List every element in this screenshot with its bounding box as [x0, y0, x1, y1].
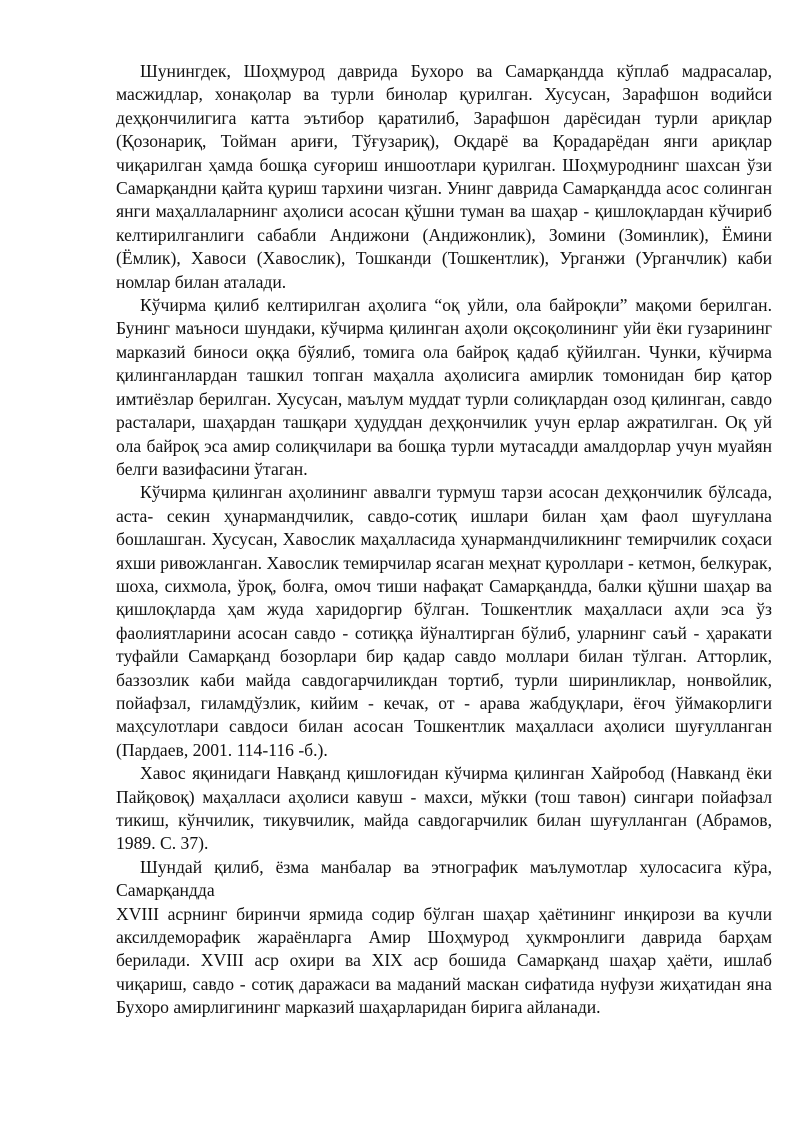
paragraph-conclusion-start: Шундай қилиб, ёзма манбалар ва этнографик маълумотлар хулосасига кўра, Самарқандда	[116, 856, 772, 901]
paragraph-khayrobod-mahalla: Хавос яқинидаги Навқанд қишлоғидан кўчирма қилинган Хайробод (Навканд ёки Пайқовоқ) маҳалласи аҳолиси кавуш - махси, мўкки (тош тавон) сингари пойафзал тикиш, кўнчилик, тикувчилик, майда савдогарчилик билан шуғулланган (Абрамов, 1989. С. 37).	[116, 763, 772, 854]
paragraph-shohmurod-construction: Шунингдек, Шоҳмурод даврида Бухоро ва Самарқандда кўплаб мадрасалар, масжидлар, хонақолар ва турли бинолар қурилган. Хусусан, Зарафшон водийси деҳқончилигига катта эътибор қаратилиб, Зарафшон дарёсидан турли ариқлар (Қозонариқ, Тойман ариғи, Тўғузариқ), Оқдарё ва Қорадарёдан янги ариқлар чиқарилган ҳамда бошқа суғориш иншоотлари қурилган. Шоҳмуроднинг шахсан ўзи Самарқандни қайта қуриш тархини чизган. Унинг даврида Самарқандда асос солинган янги маҳаллаларнинг аҳолиси асосан қўшни туман ва шаҳар - қишлоқлардан кўчириб келтирилганлиги сабабли Андижони (Андижонлик), Зомини (Зоминлик), Ёмини (Ёмлик), Хавоси (Хавослик), Тошканди (Тошкентлик), Урганжи (Урганчлик) каби номлар билан аталади.	[116, 61, 772, 292]
paragraph-conclusion-continuation: XVIII асрнинг биринчи ярмида содир бўлган шаҳар ҳаётининг инқирози ва кучли аксилдеморафик жараёнларга Амир Шоҳмурод ҳукмронлиги даврида барҳам берилади. XVIII аср охири ва XIX аср бошида Самарқанд шаҳар ҳаёти, ишлаб чиқариш, савдо - сотиқ даражаси ва маданий маскан сифатида нуфузи жиҳатидан яна Бухоро амирлигининг марказий шаҳарларидан бирига айланади.	[116, 903, 772, 1018]
paragraph-white-house-status: Кўчирма қилиб келтирилган аҳолига “оқ уйли, ола байроқли” мақоми берилган. Бунинг маъноси шундаки, кўчирма қилинган аҳоли оқсоқолининг уйи ёки гузарининг марказий биноси оққа бўялиб, томига ола байроқ қадаб қўйилган. Чунки, кўчирма қилинганлардан ташкил топган маҳалла аҳолисига амирлик томонидан бир қатор имтиёзлар берилган. Хусусан, маълум муддат турли солиқлардан озод қилинган, савдо расталари, шаҳардан ташқари ҳудуддан деҳқончилик учун ерлар ажратилган. Оқ уй ола байроқ эса амир солиқчилари ва бошқа турли мутасадди амалдорлар учун муайян белги вазифасини ўтаган.	[116, 295, 772, 479]
document-page	[116, 60, 772, 1020]
paragraph-crafts-trade: Кўчирма қилинган аҳолининг аввалги турмуш тарзи асосан деҳқончилик бўлсада, аста- секин ҳунармандчилик, савдо-сотиқ ишлари билан ҳам фаол шуғуллана бошлашган. Хусусан, Хавослик маҳалласида ҳунармандчиликнинг темирчилик соҳаси яхши ривожланган. Хавослик темирчилар ясаган меҳнат қуроллари - кетмон, белкурак, шоха, сихмола, ўроқ, болға, омоч тиши нафақат Самарқандда, балки қўшни шаҳар ва қишлоқларда ҳам жуда харидоргир бўлган. Тошкентлик маҳалласи аҳли эса ўз фаолиятларини асосан савдо - сотиққа йўналтирган бўлиб, уларнинг саъй - ҳаракати туфайли Самарқанд бозорлари бир қадар савдо моллари билан тўлган. Атторлик, баззозлик каби майда савдогарчиликдан тортиб, турли ширинликлар, нонвойлик, пойафзал, гиламдўзлик, кийим - кечак, от - арава жабдуқлари, ёғоч ўймакорлиги маҳсулотлари савдоси билан асосан Тошкентлик маҳалласи аҳолиси шуғулланган (Пардаев, 2001. 114-116 -б.).	[116, 482, 772, 760]
